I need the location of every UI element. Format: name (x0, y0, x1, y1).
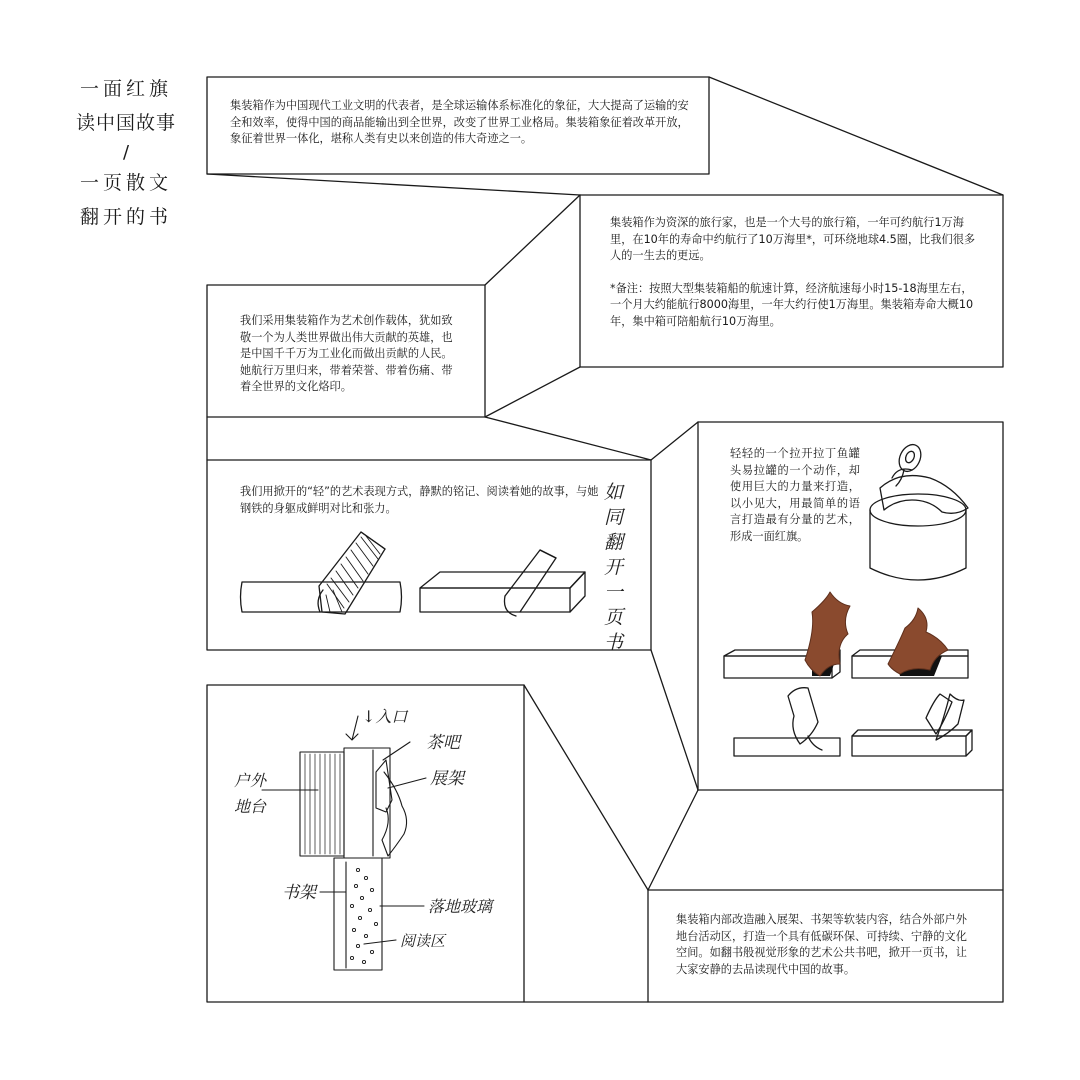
label-reading-area: 阅读区 (400, 932, 446, 950)
peel-sketch-left (241, 532, 402, 614)
title-line-4: 翻开的书 (79, 206, 172, 228)
panel-2-note: *备注：按照大型集装箱船的航速计算，经济航速每小时15-18海里左右，一个月大约能航行8000海里，一年大约行使1万海里。集装箱寿命大概10年，集中箱可陪船航行10万海里。 (610, 281, 974, 328)
panel-5-text (730, 446, 860, 545)
title-line-3: 一页散文 (79, 172, 172, 194)
rust-peel-sketch-left (724, 592, 850, 678)
panel-3-text (240, 313, 458, 396)
entrance-arrow (346, 716, 358, 740)
label-floor-glass: 落地玻璃 (428, 897, 493, 916)
label-entrance: ↓入口 (362, 707, 408, 726)
label-outdoor-2: 地台 (234, 797, 267, 816)
fold-6-7 (524, 685, 648, 1002)
leader-reading (364, 940, 396, 944)
panel-1-text (230, 98, 692, 148)
lower-container (334, 858, 382, 970)
panel-4-paragraph: 我们用掀开的“轻”的艺术表现方式，静默的铭记、阅读着她的故事，与她钢铁的身躯成鲜明对比和张力。 (240, 485, 599, 515)
fold-4-5 (651, 422, 698, 790)
panel-6-frame (207, 685, 524, 1002)
label-tea-bar: 茶吧 (426, 733, 460, 753)
fold-5-7 (648, 790, 1003, 890)
handwritten-note-text: 如同翻开一页书 (601, 482, 623, 657)
panel-5-paragraph: 轻轻的一个拉开拉丁鱼罐头易拉罐的一个动作，却使用巨大的力量来打造，以小见大，用最简单的语言打造最有分量的艺术，形成一面红旗。 (730, 447, 860, 543)
rust-peel-sketch-right (852, 608, 968, 678)
outdoor-platform (300, 752, 344, 856)
panel-7-text (676, 912, 978, 978)
handwritten-note (601, 482, 624, 657)
panel-4-text (240, 484, 600, 517)
title-divider: / (122, 142, 130, 163)
title-line-1: 一面红旗 (79, 78, 172, 100)
panel-7-paragraph: 集装箱内部改造融入展架、书架等软装内容，结合外部户外地台活动区，打造一个具有低碳环保、可持续、宁静的文化空间。如翻书般视觉形象的艺术公共书吧，掀开一页书，让大家安静的去品读现代中国的故事。 (676, 913, 967, 976)
panel-1-paragraph: 集装箱作为中国现代工业文明的代表者，是全球运输体系标准化的象征，大大提高了运输的安全和效率，使得中国的商品能输出到全世界，改变了世界工业格局。集装箱象征着改革开放，象征着世界一体化，堪称人类有史以来创造的伟大奇迹之一。 (230, 99, 689, 145)
fold-3-4 (207, 417, 651, 460)
floor-plan-labels (234, 707, 495, 950)
can-sketch (870, 441, 968, 580)
label-bookshelf: 书架 (282, 883, 316, 903)
peel-sketch-bottom-right (852, 694, 972, 756)
panel-2-paragraph: 集装箱作为资深的旅行家，也是一个大号的旅行箱，一年可约航行1万海里，在10年的寿命中约航行了10万海里*，可环绕地球4.5圈，比我们很多人的一生去的更远。 (610, 216, 976, 262)
peel-sketch-bottom-left (734, 688, 840, 756)
title-line-2: 读中国故事 (76, 112, 177, 134)
glass-dots (350, 868, 377, 963)
label-exhibit-rack: 展架 (430, 769, 464, 789)
panel-3-paragraph: 我们采用集装箱作为艺术创作载体，犹如致敬一个为人类世界做出伟大贡献的英雄，也是中国千千万为工业化而做出贡献的人民。她航行万里归来，带着荣誉、带着伤痛、带着全世界的文化烙印。 (240, 314, 453, 393)
panel-2-text (610, 215, 980, 330)
leader-exhibit (388, 778, 426, 788)
label-outdoor-1: 户外 (234, 771, 267, 790)
peel-sketch-right (420, 550, 585, 616)
fold-2-3 (485, 195, 580, 417)
leader-tea-bar (383, 742, 410, 760)
